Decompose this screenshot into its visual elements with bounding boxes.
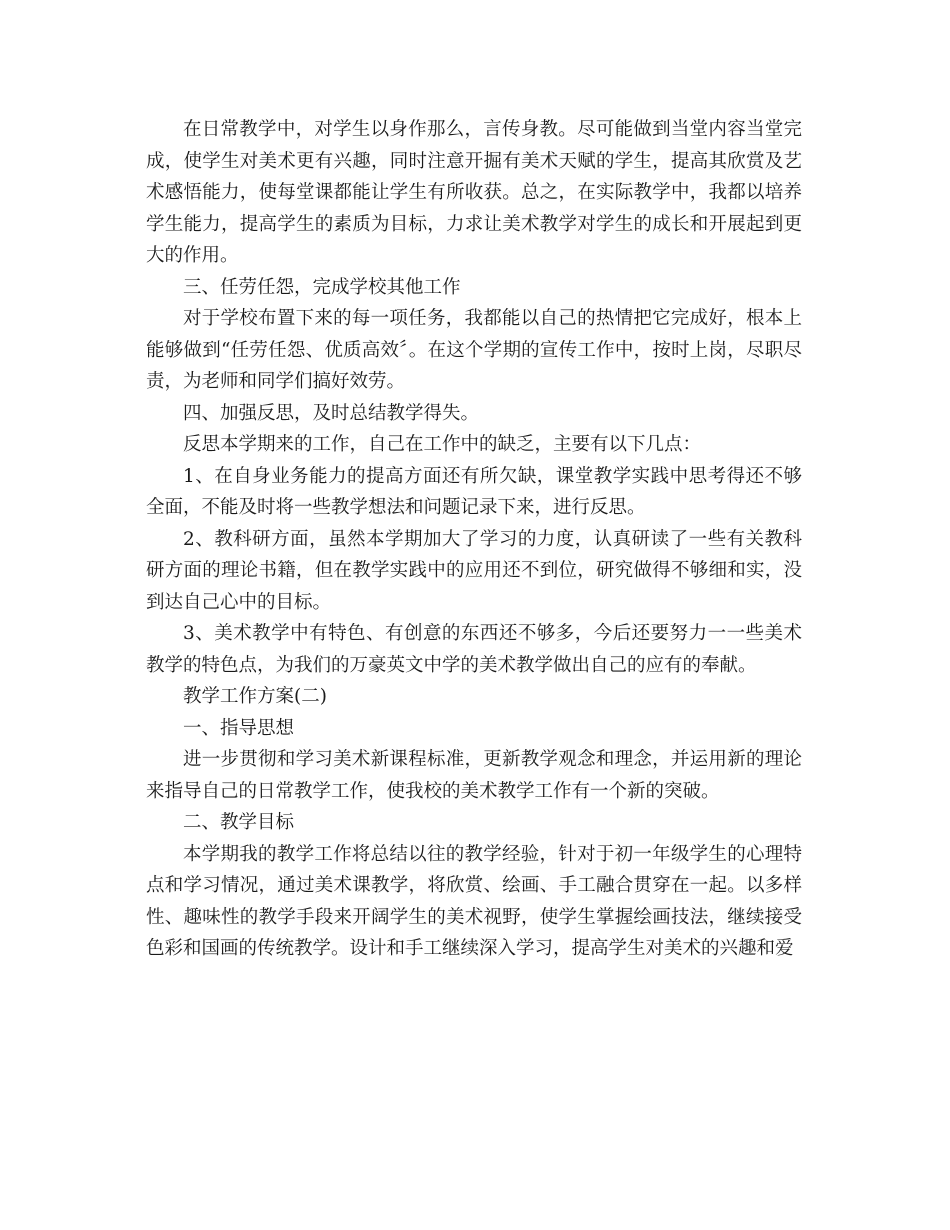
paragraph-teaching-practice: 在日常教学中，对学生以身作那么，言传身教。尽可能做到当堂内容当堂完成，使学生对美术更有兴趣，同时注意开掘有美术天赋的学生，提高其欣赏及艺术感悟能力，使每堂课都能让学生有所收获。总之，在实际教学中，我都以培养学生能力，提高学生的素质为目标，力求让美术教学对学生的成长和开展起到更大的作用。 — [146, 119, 802, 266]
list-item-shortcoming-2: 2、教科研方面，虽然本学期加大了学习的力度，认真研读了一些有关教科研方面的理论书籍，但在教学实践中的应用还不到位，研究做得不够细和实，没到达自己心中的目标。 — [146, 528, 802, 613]
heading-guiding-idea: 一、指导思想 — [183, 717, 295, 739]
heading-plan-two: 教学工作方案(二) — [183, 686, 327, 707]
document-page — [146, 114, 802, 965]
heading-teaching-goals: 二、教学目标 — [183, 812, 295, 833]
paragraph-reflection-intro: 反思本学期来的工作，自己在工作中的缺乏，主要有以下几点： — [183, 434, 702, 455]
heading-section-three: 三、任劳任怨，完成学校其他工作 — [183, 276, 461, 298]
paragraph-teaching-goals: 本学期我的教学工作将总结以往的教学经验，针对于初一年级学生的心理特点和学习情况，通过美术课教学，将欣赏、绘画、手工融合贯穿在一起。以多样性、趣味性的教学手段来开阔学生的美术视野，使学生掌握绘画技法，继续接受色彩和国画的传统教学。设计和手工继续深入学习，提高学生对美术的兴趣和爱 — [146, 843, 802, 959]
heading-section-four: 四、加强反思，及时总结教学得失。 — [183, 402, 480, 424]
list-item-shortcoming-1: 1、在自身业务能力的提高方面还有所欠缺，课堂教学实践中思考得还不够全面，不能及时将一些教学想法和问题记录下来，进行反思。 — [146, 465, 802, 518]
paragraph-guiding-idea: 进一步贯彻和学习美术新课程标准，更新教学观念和理念，并运用新的理论来指导自己的日常教学工作，使我校的美术教学工作有一个新的突破。 — [146, 749, 802, 802]
paragraph-school-tasks: 对于学校布置下来的每一项任务，我都能以自己的热情把它完成好，根本上能够做到“任劳任怨、优质高效〞。在这个学期的宣传工作中，按时上岗，尽职尽责，为老师和同学们搞好效劳。 — [146, 308, 802, 392]
list-item-shortcoming-3: 3、美术教学中有特色、有创意的东西还不够多，今后还要努力一一些美术教学的特色点，为我们的万豪英文中学的美术教学做出自己的应有的奉献。 — [146, 623, 802, 676]
